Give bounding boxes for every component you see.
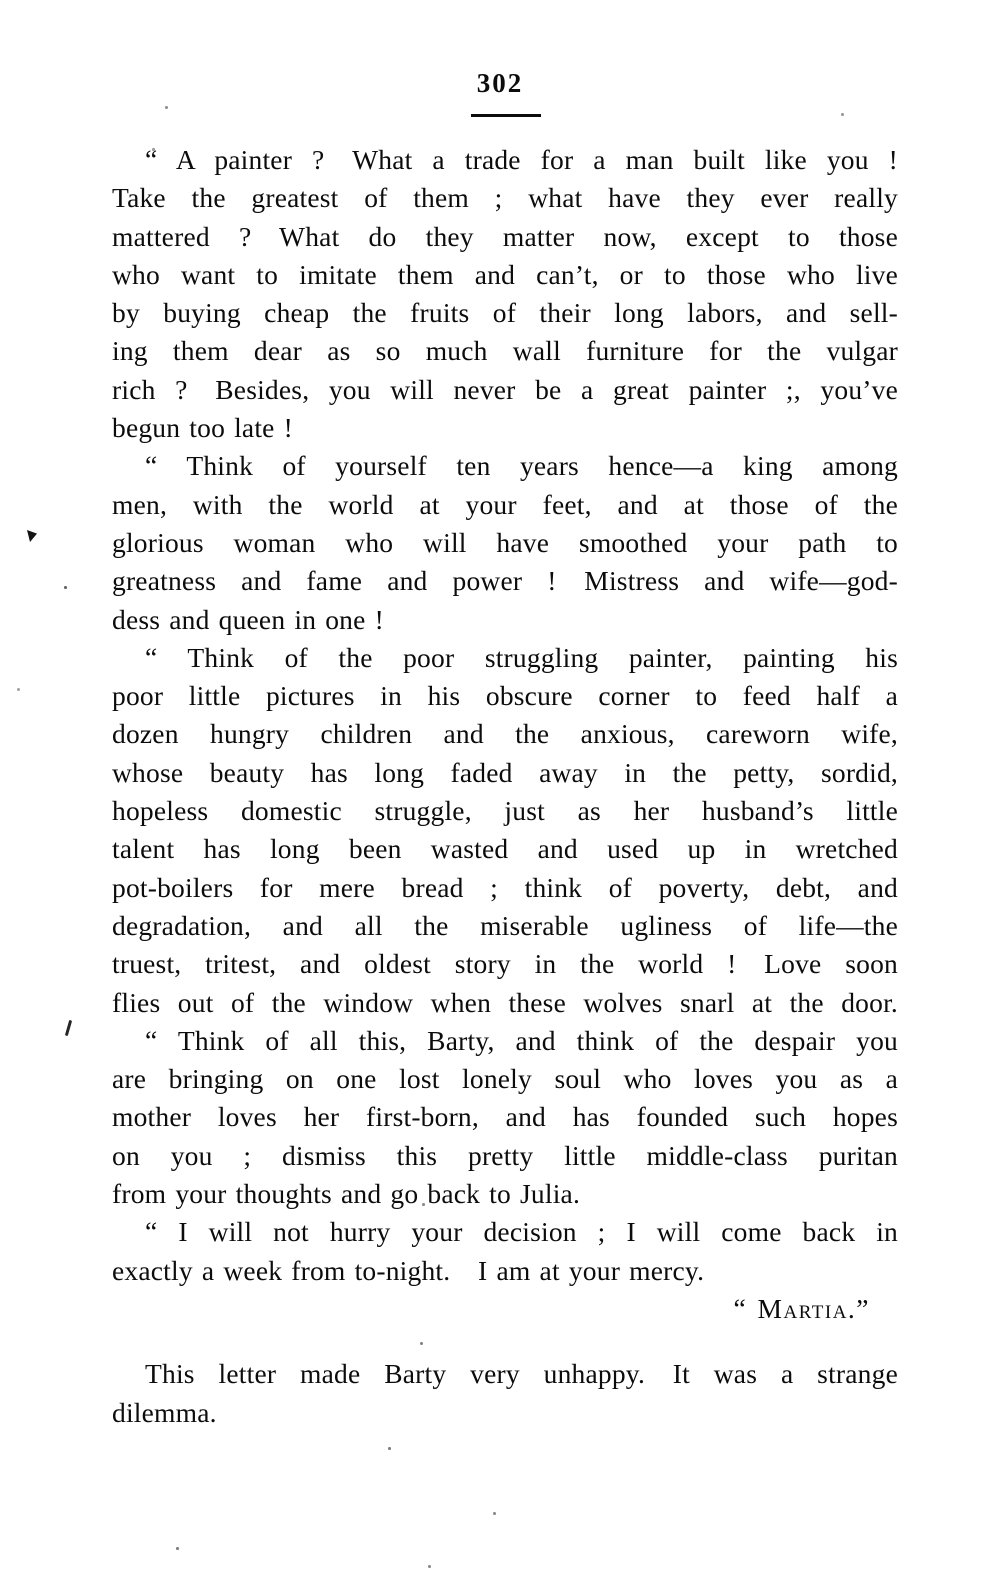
scan-speck <box>176 1547 179 1550</box>
text-line: glorious woman who will have smoothed your path to <box>112 526 898 558</box>
scan-speck <box>65 1020 72 1036</box>
scan-speck <box>152 148 155 151</box>
text-line: whose beauty has long faded away in the petty, sordid, <box>112 756 898 788</box>
text-line: begun too late ! <box>112 412 294 444</box>
text-line: from your thoughts and go back to Julia. <box>112 1178 581 1210</box>
text-line: dilemma. <box>112 1396 217 1428</box>
text-line: dess and queen in one ! <box>112 603 384 635</box>
text-line: “ Think of yourself ten years hence—a king among <box>145 450 898 482</box>
scan-speck <box>165 106 168 109</box>
scan-speck <box>388 1447 391 1450</box>
page-number: 302 <box>476 68 524 98</box>
text-line: men, with the world at your feet, and at those of the <box>112 488 898 520</box>
text-line: “ Think of the poor struggling painter, painting his <box>145 641 898 673</box>
text-line: “ Think of all this, Barty, and think of the despair you <box>145 1024 898 1056</box>
signature-line: “ Martia.” <box>733 1292 870 1324</box>
paragraph <box>112 1355 898 1432</box>
text-line: poor little pictures in his obscure corner to feed half a <box>112 680 898 712</box>
text-line: pot-boilers for mere bread ; think of poverty, debt, and <box>112 871 898 903</box>
signature <box>112 1290 898 1328</box>
text-line: hopeless domestic struggle, just as her husband’s little <box>112 795 898 827</box>
text-line: by buying cheap the fruits of their long labors, and sell- <box>112 297 898 329</box>
text-line: greatness and fame and power ! Mistress and wife—god- <box>112 565 898 597</box>
text-block <box>112 141 898 1432</box>
paragraph <box>112 1022 898 1213</box>
scan-speck <box>493 1512 496 1515</box>
paragraph <box>112 639 898 1022</box>
paragraph <box>112 447 898 638</box>
scan-speck <box>422 1203 425 1206</box>
text-line: talent has long been wasted and used up in wretched <box>112 833 898 865</box>
text-line: “ A painter ? What a trade for a man built like you ! <box>145 144 898 175</box>
text-line: dozen hungry children and the anxious, careworn wife, <box>112 718 898 750</box>
text-line: flies out of the window when these wolves snarl at the door. <box>112 986 898 1018</box>
text-line: Take the greatest of them ; what have they ever really <box>112 182 898 214</box>
text-line: ing them dear as so much wall furniture for the vulgar <box>112 335 898 367</box>
text-line: “ I will not hurry your decision ; I will come back in <box>145 1216 898 1248</box>
text-line: degradation, and all the miserable ugliness of life—the <box>112 909 898 941</box>
text-line: rich ? Besides, you will never be a great painter ;, you’ve <box>112 373 898 405</box>
scan-speck <box>64 586 67 589</box>
paragraph <box>112 141 898 447</box>
text-line: This letter made Barty very unhappy. It was a strange <box>145 1358 898 1390</box>
text-line: mattered ? What do they matter now, except to those <box>112 220 898 252</box>
text-line: on you ; dismiss this pretty little middle-class puritan <box>112 1139 898 1171</box>
text-line: truest, tritest, and oldest story in the world ! Love soon <box>112 948 898 980</box>
scan-speck <box>420 1342 423 1345</box>
text-line: are bringing on one lost lonely soul who loves you as a <box>112 1063 898 1095</box>
text-line: mother loves her first-born, and has founded such hopes <box>112 1101 898 1133</box>
text-line: who want to imitate them and can’t, or to those who live <box>112 258 898 290</box>
scan-speck <box>27 530 37 542</box>
paragraph <box>112 1213 898 1290</box>
scan-speck <box>17 688 20 691</box>
text-line: exactly a week from to-night. I am at your mercy. <box>112 1254 705 1286</box>
scan-speck <box>841 113 844 116</box>
scan-speck <box>428 1565 431 1568</box>
header-rule <box>471 114 541 117</box>
